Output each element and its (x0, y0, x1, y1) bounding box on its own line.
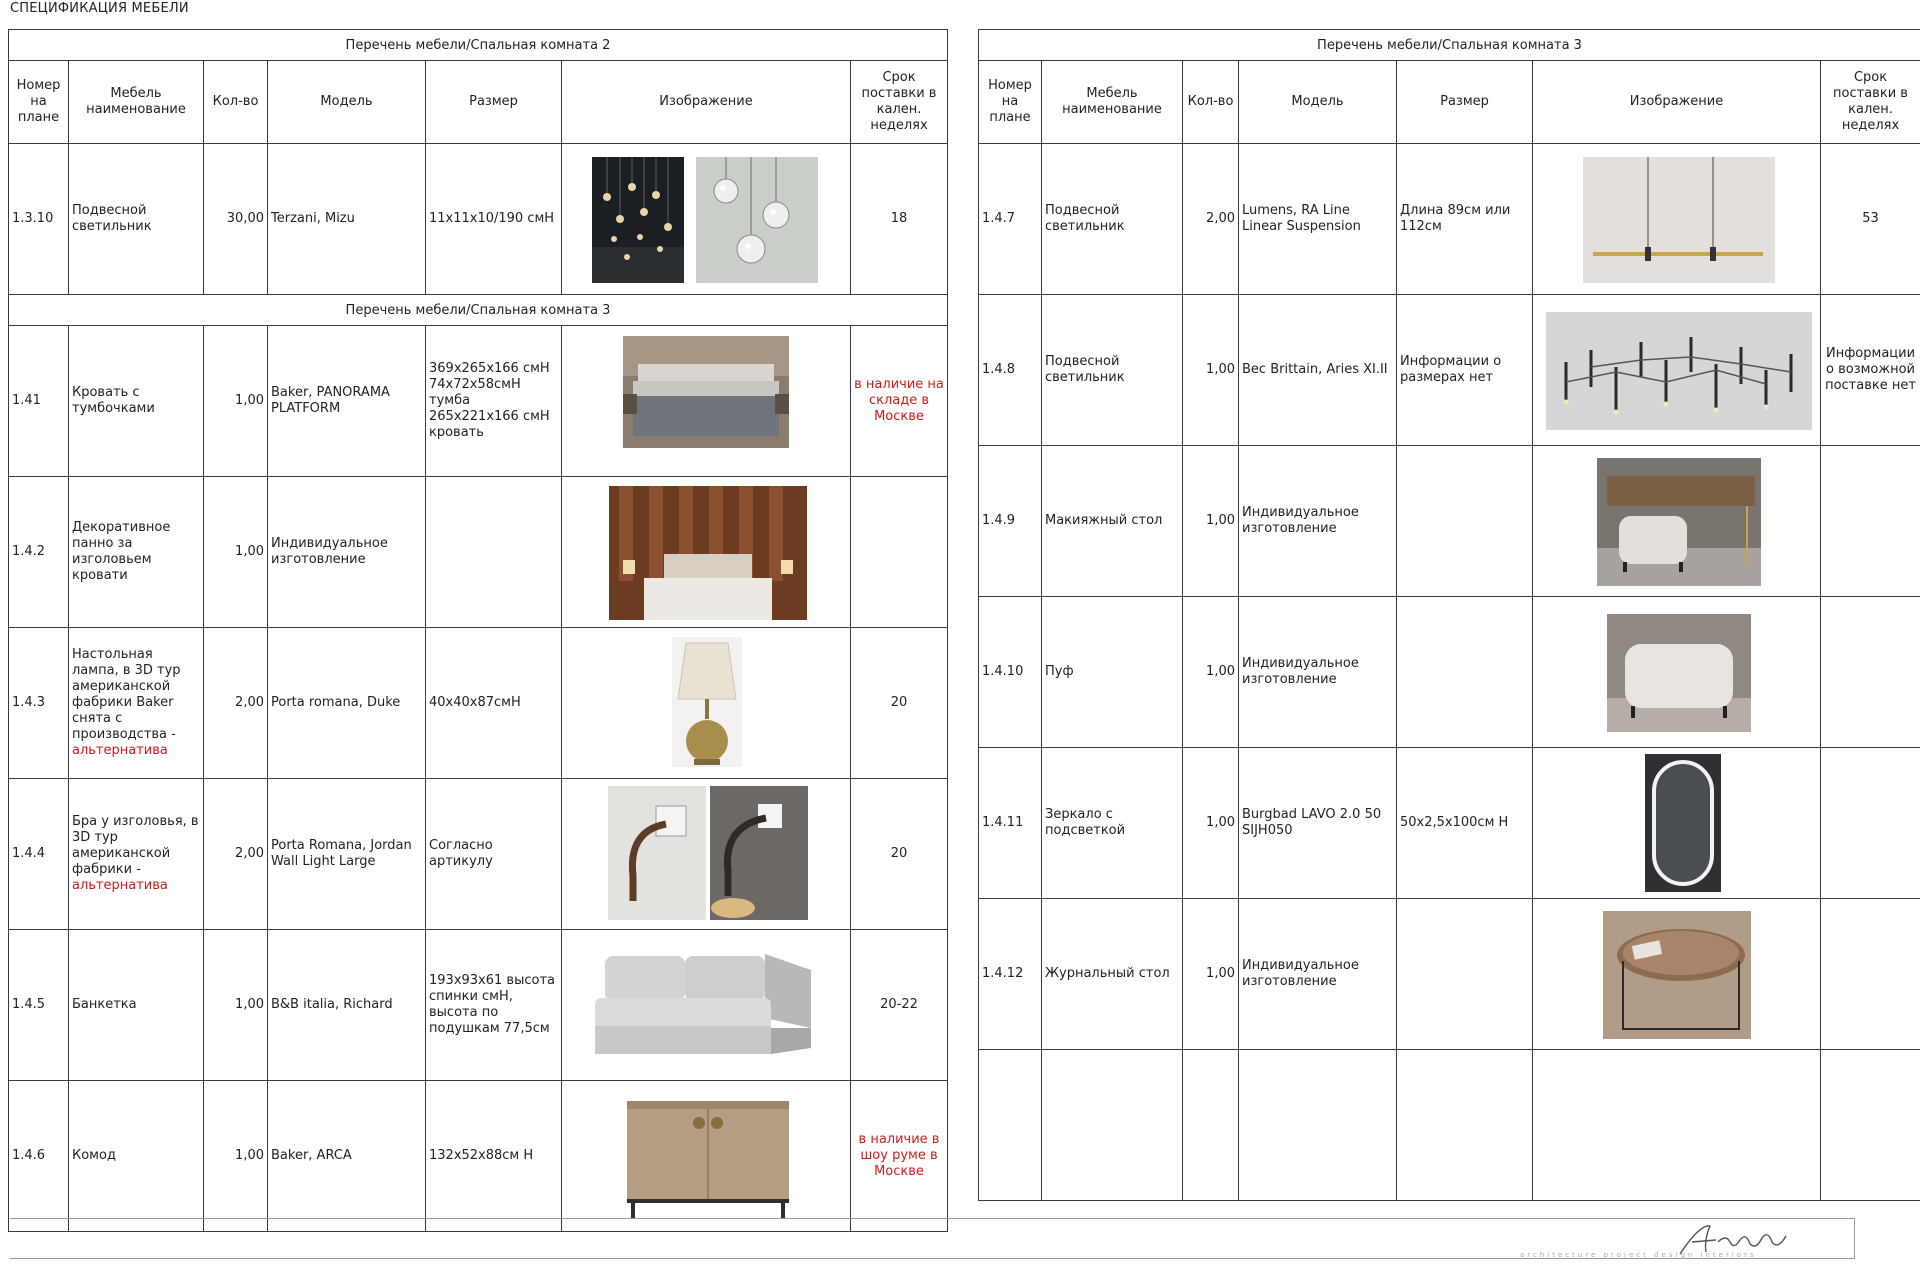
coffee-table-image (1533, 899, 1821, 1050)
item-name: Банкетка (69, 930, 204, 1081)
table-row (9, 326, 948, 477)
item-size: 369x265x166 смН 74x72x58смН тумба 265x221x166 смН кровать (426, 326, 562, 477)
item-number: 1.4.2 (9, 477, 69, 628)
footer-rule-top (10, 1218, 1855, 1219)
col-header-size: Размер (1397, 61, 1533, 144)
col-header-qty: Кол-во (204, 61, 268, 144)
item-model: Bec Brittain, Aries XI.II (1239, 295, 1397, 446)
item-qty: 1,00 (1183, 899, 1239, 1050)
linear-suspension-photo (1583, 157, 1775, 283)
item-size (1397, 1050, 1533, 1201)
item-name (1042, 1050, 1183, 1201)
item-delivery-term: в наличие в шоу руме в Москве (851, 1081, 948, 1232)
item-number: 1.4.10 (979, 597, 1042, 748)
document-title: СПЕЦИФИКАЦИЯ МЕБЕЛИ (10, 1, 189, 16)
empty-image-cell (1533, 1050, 1821, 1201)
item-qty: 1,00 (1183, 597, 1239, 748)
col-header-model: Модель (1239, 61, 1397, 144)
item-qty (1183, 1050, 1239, 1201)
table-row (979, 748, 1920, 899)
col-header-image: Изображение (562, 61, 851, 144)
item-qty: 2,00 (204, 628, 268, 779)
item-delivery-term: в наличие на складе в Москве (851, 326, 948, 477)
wall-panel-photo (609, 486, 807, 620)
item-name: Декоративное панно за изголовьем кровати (69, 477, 204, 628)
item-name: Макияжный стол (1042, 446, 1183, 597)
mirror-photo (1645, 754, 1721, 892)
item-size (426, 477, 562, 628)
item-size: 50x2,5x100см Н (1397, 748, 1533, 899)
mirror-image (1533, 748, 1821, 899)
pendant-cluster-photo (592, 157, 684, 283)
bed-image (562, 326, 851, 477)
chandelier-image (1533, 295, 1821, 446)
wall-sconce-image (562, 779, 851, 930)
item-name: Подвесной светильник (1042, 295, 1183, 446)
table-row (9, 144, 948, 295)
section-header-room3: Перечень мебели/Спальная комната 3 (9, 295, 948, 326)
pendant-lights-image (562, 144, 851, 295)
table-row (9, 930, 948, 1081)
item-qty: 1,00 (204, 326, 268, 477)
wall-sconce-photo (608, 786, 808, 920)
item-delivery-term: 53 (1821, 144, 1920, 295)
item-size: 132x52x88см Н (426, 1081, 562, 1232)
section-header-room2: Перечень мебели/Спальная комната 2 (9, 30, 948, 61)
item-number: 1.4.9 (979, 446, 1042, 597)
item-delivery-term (1821, 597, 1920, 748)
commode-photo (623, 1093, 793, 1221)
right-spec-table (978, 29, 1920, 1201)
item-number: 1.4.5 (9, 930, 69, 1081)
item-qty: 2,00 (204, 779, 268, 930)
item-size (1397, 899, 1533, 1050)
item-model: B&B italia, Richard (268, 930, 426, 1081)
brand-tagline: architecture project design interiors (1520, 1251, 1757, 1259)
item-name: Бра у изголовья, в 3D тур американской фабрики - альтернатива (69, 779, 204, 930)
col-header-num: Номер на плане (9, 61, 69, 144)
col-header-num: Номер на плане (979, 61, 1042, 144)
chandelier-photo (1546, 312, 1812, 430)
table-lamp-photo (672, 637, 742, 767)
item-name: Зеркало с подсветкой (1042, 748, 1183, 899)
col-header-name: Мебель наименование (1042, 61, 1183, 144)
table-row (979, 597, 1920, 748)
item-delivery-term (1821, 899, 1920, 1050)
commode-image (562, 1081, 851, 1232)
item-name: Кровать с тумбочками (69, 326, 204, 477)
table-row (979, 295, 1920, 446)
table-row (9, 628, 948, 779)
vanity-table-image (1533, 446, 1821, 597)
item-delivery-term (1821, 748, 1920, 899)
table-row (9, 477, 948, 628)
pouf-image (1533, 597, 1821, 748)
item-size: 193x93x61 высота спинки смН, высота по подушкам 77,5см (426, 930, 562, 1081)
item-size (1397, 446, 1533, 597)
item-number: 1.41 (9, 326, 69, 477)
bed-photo (623, 336, 789, 448)
item-name: Комод (69, 1081, 204, 1232)
item-size: 40x40x87смН (426, 628, 562, 779)
item-qty: 1,00 (204, 477, 268, 628)
item-qty: 1,00 (204, 1081, 268, 1232)
item-name: Подвесной светильник (69, 144, 204, 295)
item-delivery-term: 20-22 (851, 930, 948, 1081)
item-qty: 30,00 (204, 144, 268, 295)
col-header-model: Модель (268, 61, 426, 144)
table-row (979, 144, 1920, 295)
col-header-term: Срок поставки в кален. неделях (851, 61, 948, 144)
item-qty: 1,00 (204, 930, 268, 1081)
item-qty: 2,00 (1183, 144, 1239, 295)
item-model: Terzani, Mizu (268, 144, 426, 295)
item-size: 11x11x10/190 смН (426, 144, 562, 295)
coffee-table-photo (1603, 911, 1751, 1039)
item-qty: 1,00 (1183, 446, 1239, 597)
bench-image (562, 930, 851, 1081)
left-spec-table (8, 29, 948, 1232)
item-size: Согласно артикулу (426, 779, 562, 930)
col-header-name: Мебель наименование (69, 61, 204, 144)
item-model: Индивидуальное изготовление (1239, 899, 1397, 1050)
table-row (979, 1050, 1920, 1201)
pouf-photo (1607, 614, 1751, 732)
col-header-size: Размер (426, 61, 562, 144)
item-number: 1.4.7 (979, 144, 1042, 295)
item-name: Подвесной светильник (1042, 144, 1183, 295)
table-lamp-image (562, 628, 851, 779)
col-header-image: Изображение (1533, 61, 1821, 144)
item-model: Индивидуальное изготовление (1239, 597, 1397, 748)
table-row (979, 899, 1920, 1050)
item-size: Длина 89см или 112см (1397, 144, 1533, 295)
table-row (9, 779, 948, 930)
item-delivery-term (1821, 446, 1920, 597)
item-qty: 1,00 (1183, 295, 1239, 446)
linear-suspension-image (1533, 144, 1821, 295)
item-number (979, 1050, 1042, 1201)
item-qty: 1,00 (1183, 748, 1239, 899)
item-number: 1.4.3 (9, 628, 69, 779)
item-name: Настольная лампа, в 3D тур американской фабрики Baker снята с производства - альтернатива (69, 628, 204, 779)
item-delivery-term: 20 (851, 779, 948, 930)
item-number: 1.3.10 (9, 144, 69, 295)
item-number: 1.4.12 (979, 899, 1042, 1050)
pendant-detail-photo (696, 157, 818, 283)
vanity-table-photo (1597, 458, 1761, 586)
footer-rule-vertical (1854, 1218, 1855, 1258)
item-model: Lumens, RA Line Linear Suspension (1239, 144, 1397, 295)
item-model (1239, 1050, 1397, 1201)
section-header-room3: Перечень мебели/Спальная комната 3 (979, 30, 1920, 61)
wall-panel-image (562, 477, 851, 628)
item-model: Baker, ARCA (268, 1081, 426, 1232)
item-model: Porta Romana, Jordan Wall Light Large (268, 779, 426, 930)
item-model: Индивидуальное изготовление (1239, 446, 1397, 597)
item-size (1397, 597, 1533, 748)
item-delivery-term (851, 477, 948, 628)
item-delivery-term (1821, 1050, 1920, 1201)
table-row (979, 446, 1920, 597)
item-model: Porta romana, Duke (268, 628, 426, 779)
item-number: 1.4.11 (979, 748, 1042, 899)
item-model: Burgbad LAVO 2.0 50 SIJH050 (1239, 748, 1397, 899)
item-delivery-term: Информации о возможной поставке нет (1821, 295, 1920, 446)
item-size: Информации о размерах нет (1397, 295, 1533, 446)
item-model: Baker, PANORAMA PLATFORM (268, 326, 426, 477)
col-header-qty: Кол-во (1183, 61, 1239, 144)
item-number: 1.4.8 (979, 295, 1042, 446)
table-row (9, 1081, 948, 1232)
item-number: 1.4.6 (9, 1081, 69, 1232)
bench-photo (585, 940, 829, 1070)
item-name: Пуф (1042, 597, 1183, 748)
item-name: Журнальный стол (1042, 899, 1183, 1050)
item-model: Индивидуальное изготовление (268, 477, 426, 628)
item-delivery-term: 20 (851, 628, 948, 779)
col-header-term: Срок поставки в кален. неделях (1821, 61, 1920, 144)
item-delivery-term: 18 (851, 144, 948, 295)
item-number: 1.4.4 (9, 779, 69, 930)
